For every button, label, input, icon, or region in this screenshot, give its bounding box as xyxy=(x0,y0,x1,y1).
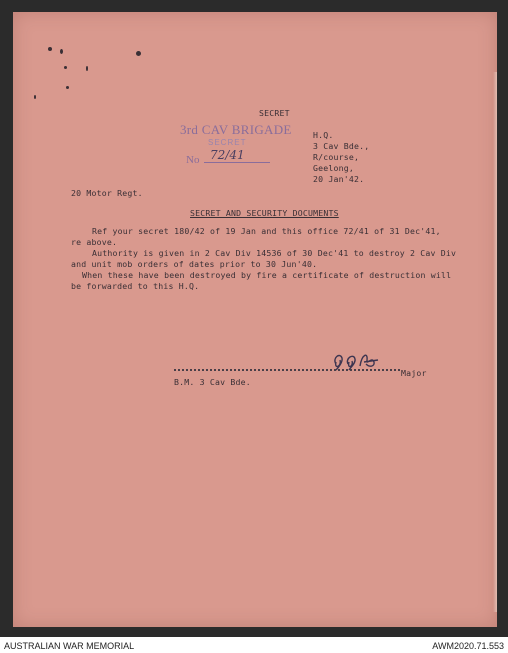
signatory-rank: Major xyxy=(401,368,427,378)
body-line-2: re above. xyxy=(71,237,118,247)
stamp-number: 72/41 xyxy=(210,148,245,162)
sender-town: Geelong, xyxy=(313,163,355,173)
sender-location: R/course, xyxy=(313,152,360,162)
body-line-5: When these have been destroyed by fire a certificate of destruction will xyxy=(82,270,452,280)
institution-caption: AUSTRALIAN WAR MEMORIAL xyxy=(4,641,135,651)
reference-caption: AWM2020.71.553 xyxy=(432,641,504,651)
body-line-4: and unit mob orders of dates prior to 30 Jun'40. xyxy=(71,259,318,269)
classification-heading: SECRET xyxy=(259,108,290,118)
body-line-6: be forwarded to this H.Q. xyxy=(71,281,200,291)
stamp-number-line xyxy=(204,162,270,163)
signature-line xyxy=(174,369,400,371)
addressee: 20 Motor Regt. xyxy=(71,188,143,198)
signatory-title: B.M. 3 Cav Bde. xyxy=(174,377,251,387)
document-page xyxy=(13,12,497,627)
stamp-secret: SECRET xyxy=(208,138,247,147)
sender-hq: H.Q. xyxy=(313,130,334,140)
sender-date: 20 Jan'42. xyxy=(313,174,365,184)
stamp-no-label: No xyxy=(186,154,200,166)
body-line-3: Authority is given in 2 Cav Div 14536 of 30 Dec'41 to destroy 2 Cav Div xyxy=(92,248,457,258)
body-line-1: Ref your secret 180/42 of 19 Jan and this office 72/41 of 31 Dec'41, xyxy=(92,226,441,236)
brigade-stamp xyxy=(180,122,292,172)
stamp-unit: 3rd CAV BRIGADE xyxy=(180,122,292,137)
subject-heading: SECRET AND SECURITY DOCUMENTS xyxy=(190,208,339,218)
sender-unit: 3 Cav Bde., xyxy=(313,141,370,151)
